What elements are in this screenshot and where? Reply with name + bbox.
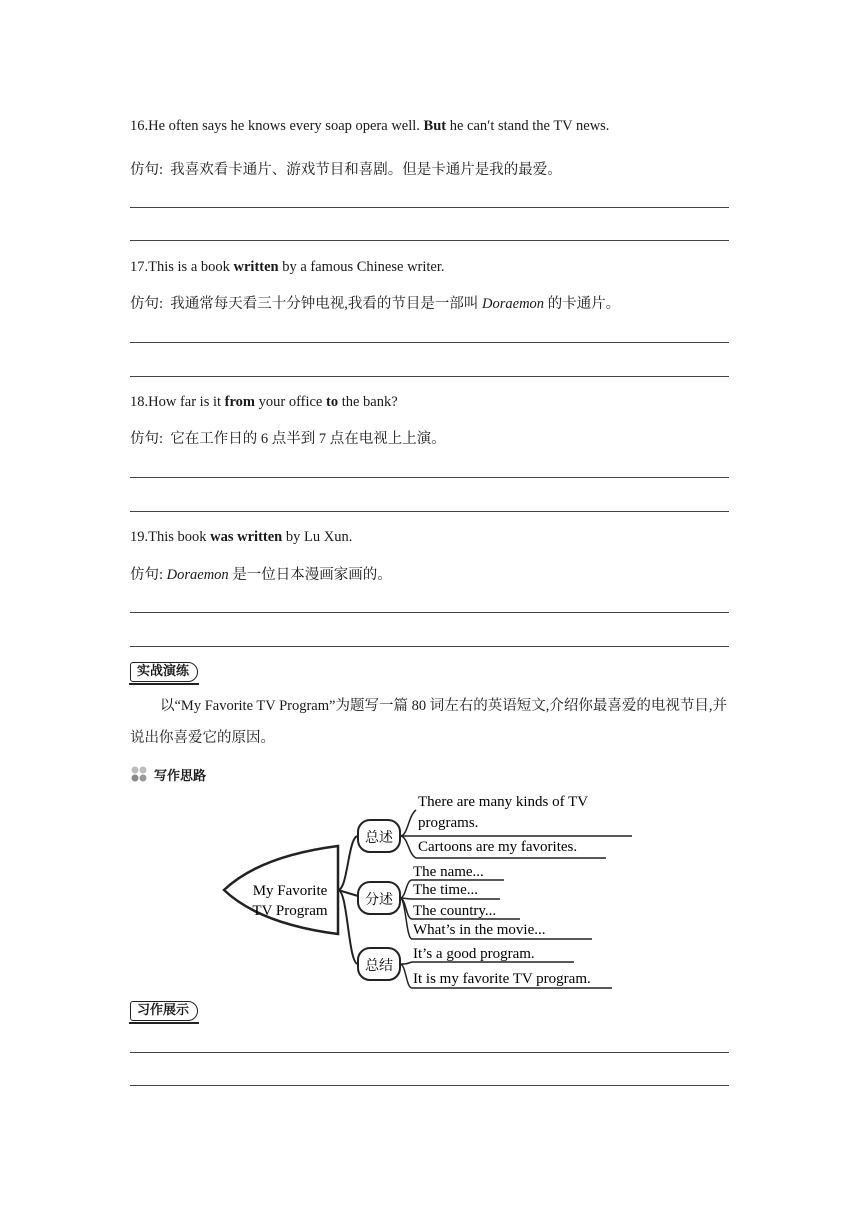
branch-label-details: 分述: [365, 893, 393, 908]
dots-icon: [130, 766, 148, 782]
item-19-sentence: [130, 529, 352, 546]
sentence-text: This book: [148, 529, 211, 545]
prompt-text: 我喜欢看卡通片、游戏节目和喜剧。但是卡通片是我的最爱。: [170, 162, 562, 178]
sentence-text: He often says he knows every soap opera well.: [148, 118, 424, 134]
keyword: was written: [210, 529, 283, 545]
answer-line[interactable]: [130, 477, 729, 478]
mind-map: [220, 788, 640, 993]
item-16-prompt: [130, 158, 562, 179]
prompt-label: 仿句:: [130, 162, 164, 178]
prompt-label: 仿句:: [130, 431, 164, 447]
item-18-prompt: [130, 427, 446, 448]
item-number: 17.: [130, 259, 149, 275]
keyword: But: [423, 118, 447, 134]
answer-line[interactable]: [130, 376, 729, 377]
answer-line[interactable]: [130, 1085, 729, 1086]
sentence-text: your office: [254, 394, 326, 410]
item-19-prompt: [130, 563, 392, 584]
answer-line[interactable]: [130, 1052, 729, 1053]
branch3-line2: It is my favorite TV program.: [413, 971, 591, 987]
answer-line[interactable]: [130, 342, 729, 343]
italic-title: Doraemon: [166, 567, 229, 583]
branch1-line2: programs.: [418, 815, 479, 831]
keyword: to: [325, 394, 339, 410]
underline: [400, 962, 574, 964]
sentence-text: This is a book: [148, 259, 234, 275]
practice-instruction: 以“My Favorite TV Program”为题写一篇 80 词左右的英语短文,介绍你最喜爱的电视节目,并说出你喜爱它的原因。: [130, 698, 727, 746]
item-number: 16.: [130, 118, 149, 134]
practice-badge: 实战演练: [130, 662, 198, 682]
branch2-line2: The time...: [413, 882, 478, 898]
underline: [400, 898, 500, 899]
mindmap-center-line1: My Favorite: [252, 883, 328, 899]
answer-line[interactable]: [130, 240, 729, 241]
item-16-sentence: [130, 118, 609, 135]
item-18-sentence: [130, 394, 398, 411]
sentence-text: How far is it: [148, 394, 225, 410]
answer-line[interactable]: [130, 612, 729, 613]
sentence-text: by a famous Chinese writer.: [278, 259, 445, 275]
branch-label-overview: 总述: [365, 831, 393, 846]
prompt-label: 仿句:: [130, 296, 164, 312]
italic-title: Doraemon: [482, 296, 545, 312]
sentence-text: he can′t stand the TV news.: [446, 118, 610, 134]
branch2-line1: The name...: [413, 864, 484, 880]
sentence-text: the bank?: [338, 394, 398, 410]
item-number: 18.: [130, 394, 149, 410]
connector: [400, 810, 416, 836]
sentence-text: by Lu Xun.: [282, 529, 353, 545]
item-17-sentence: [130, 259, 445, 276]
item-17-prompt: [130, 292, 620, 313]
keyword: from: [224, 394, 255, 410]
item-number: 19.: [130, 529, 149, 545]
branch-label-summary: 总结: [365, 959, 393, 974]
connector: [338, 836, 358, 890]
branch2-line3: The country...: [413, 903, 497, 919]
prompt-label: 仿句:: [130, 567, 164, 583]
answer-line[interactable]: [130, 646, 729, 647]
branch3-line1: It’s a good program.: [413, 946, 535, 962]
mindmap-center-line2: TV Program: [252, 903, 328, 919]
keyword: written: [233, 259, 279, 275]
connector: [338, 890, 358, 964]
branch1-line3: Cartoons are my favorites.: [418, 839, 578, 855]
prompt-text: 它在工作日的 6 点半到 7 点在电视上上演。: [170, 431, 446, 447]
prompt-text: 的卡通片。: [544, 296, 621, 312]
showcase-badge: 习作展示: [130, 1001, 198, 1021]
ideas-label: 写作思路: [154, 769, 207, 784]
branch1-line1: There are many kinds of TV: [418, 794, 589, 810]
answer-line[interactable]: [130, 511, 729, 512]
branch2-line4: What’s in the movie...: [413, 922, 546, 938]
prompt-text: 我通常每天看三十分钟电视,我看的节目是一部叫: [170, 296, 483, 312]
answer-line[interactable]: [130, 207, 729, 208]
prompt-text: 是一位日本漫画家画的。: [228, 567, 392, 583]
